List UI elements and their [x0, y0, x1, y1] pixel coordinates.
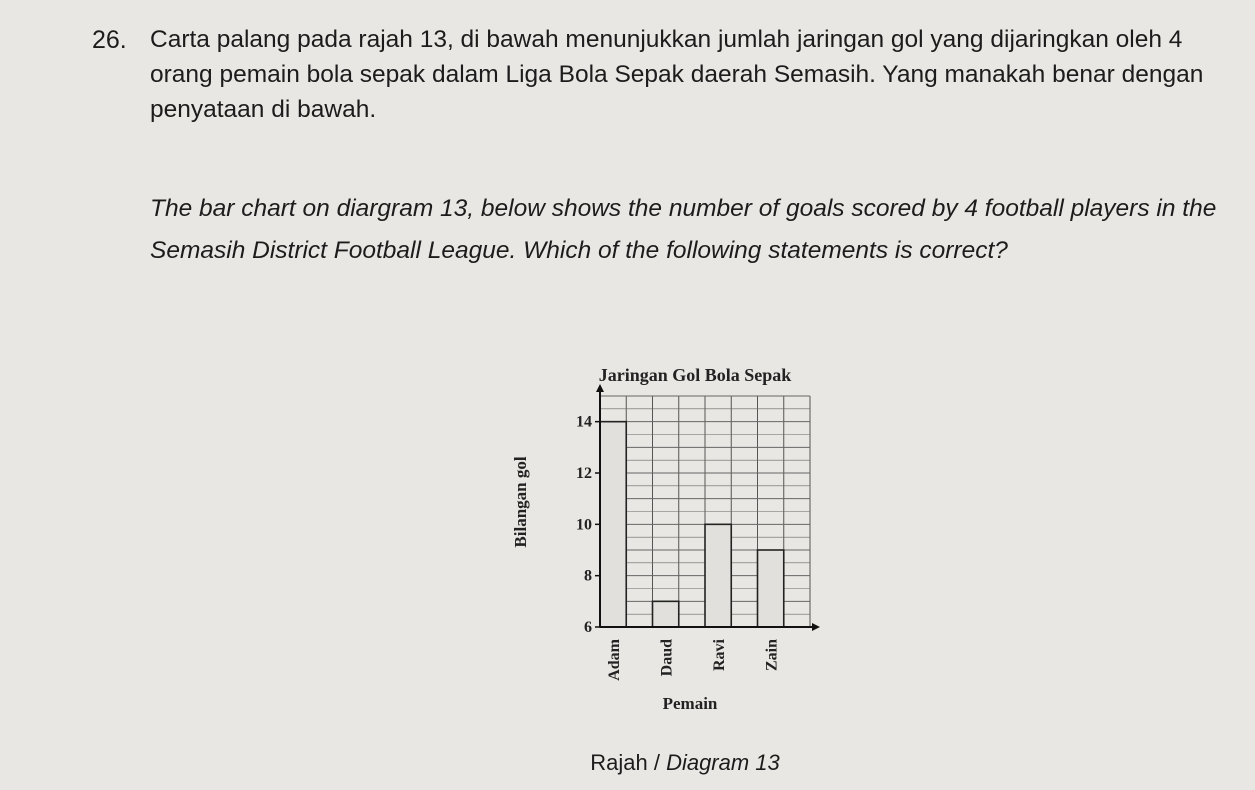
x-axis-arrow [812, 623, 820, 631]
bar-daud [653, 601, 679, 627]
x-axis-label: Pemain [662, 694, 718, 713]
y-axis-arrow [596, 384, 604, 392]
bar-chart [480, 350, 840, 730]
y-axis-label: Bilangan gol [511, 456, 530, 548]
diagram-caption [560, 750, 810, 776]
y-tick-label: 8 [584, 567, 592, 585]
y-tick-label: 12 [576, 465, 592, 482]
y-ticks [576, 414, 600, 636]
bar-ravi [705, 524, 731, 627]
question-text-english: The bar chart on diargram 13, below shows the number of goals scored by 4 football players in the Semasih District Football League. Which of the following statements is correct? [150, 195, 1217, 264]
x-tick-label: Daud [658, 639, 676, 677]
x-tick-label: Adam [606, 639, 624, 681]
bar-zain [758, 550, 784, 627]
y-tick-label: 6 [584, 619, 592, 636]
y-tick-label: 10 [576, 516, 592, 534]
question-number: 26. [92, 26, 127, 54]
caption-english: Diagram 13 [666, 750, 780, 775]
y-tick-label: 14 [576, 413, 592, 431]
x-tick-label: Zain [763, 639, 781, 672]
question-text-malay: Carta palang pada rajah 13, di bawah menunjukkan jumlah jaringan gol yang dijaringkan oleh 4 orang pemain bola sepak dalam Liga Bola Sepak daerah Semasih. Yang manakah benar dengan penyataan di bawah. [150, 26, 1204, 123]
x-tick-labels [606, 638, 781, 680]
chart-title: Jaringan Gol Bola Sepak [598, 365, 792, 385]
x-tick-label: Ravi [711, 639, 729, 671]
caption-malay: Rajah / [590, 750, 660, 775]
bar-adam [600, 422, 626, 627]
